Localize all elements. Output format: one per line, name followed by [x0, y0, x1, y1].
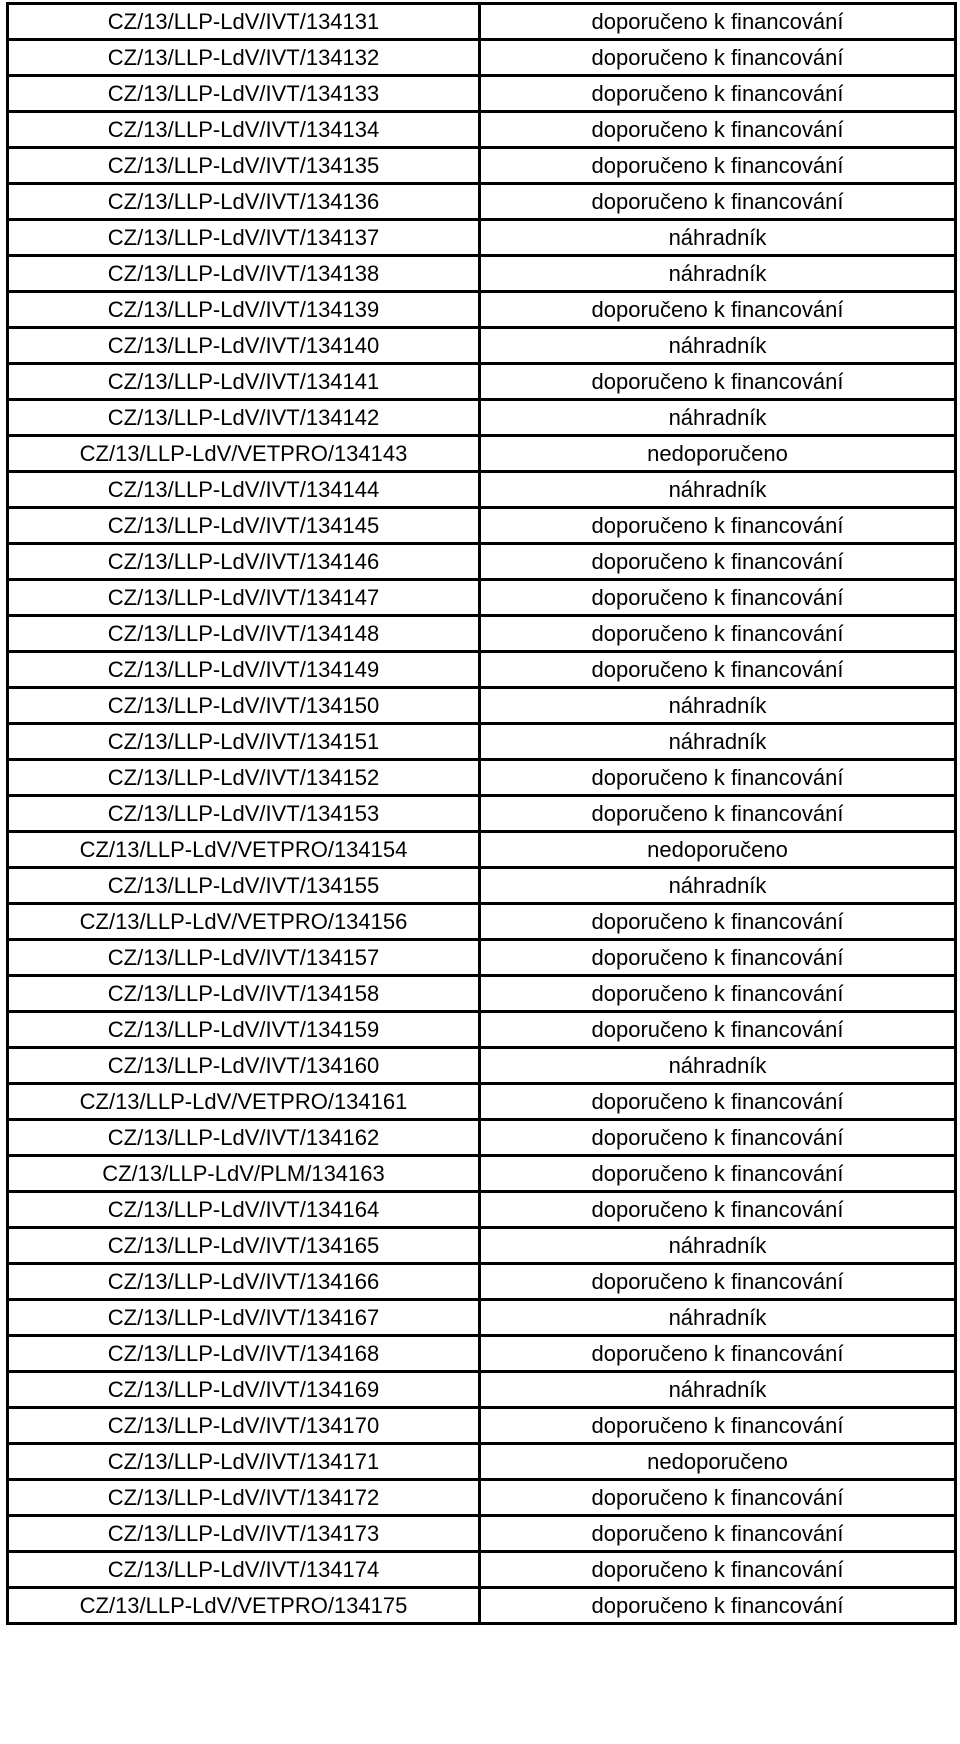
project-code-cell: CZ/13/LLP-LdV/IVT/134167 [8, 1300, 480, 1336]
project-code-cell: CZ/13/LLP-LdV/IVT/134144 [8, 472, 480, 508]
project-code-cell: CZ/13/LLP-LdV/IVT/134162 [8, 1120, 480, 1156]
project-code-cell: CZ/13/LLP-LdV/IVT/134170 [8, 1408, 480, 1444]
table-row [8, 1120, 956, 1156]
table-row [8, 148, 956, 184]
project-code-cell: CZ/13/LLP-LdV/IVT/134153 [8, 796, 480, 832]
project-code-cell: CZ/13/LLP-LdV/IVT/134157 [8, 940, 480, 976]
recommendation-status-cell: náhradník [480, 868, 956, 904]
table-row [8, 1228, 956, 1264]
recommendation-status-cell: doporučeno k financování [480, 544, 956, 580]
project-code-cell: CZ/13/LLP-LdV/VETPRO/134143 [8, 436, 480, 472]
project-code-cell: CZ/13/LLP-LdV/IVT/134159 [8, 1012, 480, 1048]
project-code-cell: CZ/13/LLP-LdV/IVT/134166 [8, 1264, 480, 1300]
table-row [8, 616, 956, 652]
recommendation-status-cell: náhradník [480, 400, 956, 436]
recommendation-status-cell: náhradník [480, 1228, 956, 1264]
recommendation-status-cell: doporučeno k financování [480, 1012, 956, 1048]
project-code-cell: CZ/13/LLP-LdV/IVT/134174 [8, 1552, 480, 1588]
project-code-cell: CZ/13/LLP-LdV/IVT/134150 [8, 688, 480, 724]
recommendation-status-cell: nedoporučeno [480, 436, 956, 472]
project-code-cell: CZ/13/LLP-LdV/IVT/134168 [8, 1336, 480, 1372]
table-row [8, 184, 956, 220]
project-code-cell: CZ/13/LLP-LdV/IVT/134136 [8, 184, 480, 220]
project-code-cell: CZ/13/LLP-LdV/IVT/134140 [8, 328, 480, 364]
project-code-cell: CZ/13/LLP-LdV/IVT/134141 [8, 364, 480, 400]
table-row [8, 1588, 956, 1624]
project-code-cell: CZ/13/LLP-LdV/IVT/134172 [8, 1480, 480, 1516]
recommendation-status-cell: doporučeno k financování [480, 1480, 956, 1516]
recommendation-status-cell: doporučeno k financování [480, 184, 956, 220]
table-row [8, 760, 956, 796]
recommendation-status-cell: doporučeno k financování [480, 1264, 956, 1300]
table-row [8, 76, 956, 112]
table-row [8, 940, 956, 976]
table-row [8, 1336, 956, 1372]
project-code-cell: CZ/13/LLP-LdV/IVT/134146 [8, 544, 480, 580]
project-code-cell: CZ/13/LLP-LdV/VETPRO/134154 [8, 832, 480, 868]
table-row [8, 220, 956, 256]
table-body [8, 4, 956, 1624]
recommendation-status-cell: náhradník [480, 724, 956, 760]
project-status-table [6, 2, 957, 1625]
project-code-cell: CZ/13/LLP-LdV/IVT/134165 [8, 1228, 480, 1264]
recommendation-status-cell: doporučeno k financování [480, 796, 956, 832]
recommendation-status-cell: nedoporučeno [480, 832, 956, 868]
project-code-cell: CZ/13/LLP-LdV/IVT/134171 [8, 1444, 480, 1480]
table-row [8, 400, 956, 436]
table-row [8, 256, 956, 292]
table-row [8, 1516, 956, 1552]
table-row [8, 904, 956, 940]
project-code-cell: CZ/13/LLP-LdV/IVT/134134 [8, 112, 480, 148]
table-row [8, 1444, 956, 1480]
table-row [8, 1408, 956, 1444]
recommendation-status-cell: doporučeno k financování [480, 1192, 956, 1228]
project-code-cell: CZ/13/LLP-LdV/VETPRO/134161 [8, 1084, 480, 1120]
project-code-cell: CZ/13/LLP-LdV/PLM/134163 [8, 1156, 480, 1192]
table-row [8, 688, 956, 724]
table-row [8, 652, 956, 688]
table-row [8, 1552, 956, 1588]
table-row [8, 832, 956, 868]
recommendation-status-cell: doporučeno k financování [480, 148, 956, 184]
table-row [8, 1264, 956, 1300]
recommendation-status-cell: náhradník [480, 688, 956, 724]
table-row [8, 796, 956, 832]
project-code-cell: CZ/13/LLP-LdV/IVT/134160 [8, 1048, 480, 1084]
recommendation-status-cell: doporučeno k financování [480, 292, 956, 328]
recommendation-status-cell: doporučeno k financování [480, 364, 956, 400]
table-row [8, 976, 956, 1012]
table-row [8, 868, 956, 904]
project-code-cell: CZ/13/LLP-LdV/IVT/134142 [8, 400, 480, 436]
project-code-cell: CZ/13/LLP-LdV/IVT/134173 [8, 1516, 480, 1552]
project-code-cell: CZ/13/LLP-LdV/IVT/134145 [8, 508, 480, 544]
table-row [8, 1156, 956, 1192]
recommendation-status-cell: náhradník [480, 472, 956, 508]
table-row [8, 1300, 956, 1336]
table-row [8, 364, 956, 400]
table-row [8, 1480, 956, 1516]
recommendation-status-cell: náhradník [480, 328, 956, 364]
table-row [8, 1372, 956, 1408]
recommendation-status-cell: doporučeno k financování [480, 904, 956, 940]
project-code-cell: CZ/13/LLP-LdV/VETPRO/134156 [8, 904, 480, 940]
recommendation-status-cell: doporučeno k financování [480, 40, 956, 76]
recommendation-status-cell: náhradník [480, 1300, 956, 1336]
project-code-cell: CZ/13/LLP-LdV/VETPRO/134175 [8, 1588, 480, 1624]
recommendation-status-cell: doporučeno k financování [480, 1336, 956, 1372]
table-row [8, 580, 956, 616]
table-row [8, 724, 956, 760]
project-code-cell: CZ/13/LLP-LdV/IVT/134151 [8, 724, 480, 760]
project-code-cell: CZ/13/LLP-LdV/IVT/134147 [8, 580, 480, 616]
recommendation-status-cell: doporučeno k financování [480, 1120, 956, 1156]
table-row [8, 4, 956, 40]
recommendation-status-cell: náhradník [480, 256, 956, 292]
recommendation-status-cell: doporučeno k financování [480, 580, 956, 616]
recommendation-status-cell: doporučeno k financování [480, 1408, 956, 1444]
recommendation-status-cell: doporučeno k financování [480, 112, 956, 148]
recommendation-status-cell: doporučeno k financování [480, 1084, 956, 1120]
recommendation-status-cell: nedoporučeno [480, 1444, 956, 1480]
project-code-cell: CZ/13/LLP-LdV/IVT/134135 [8, 148, 480, 184]
project-code-cell: CZ/13/LLP-LdV/IVT/134133 [8, 76, 480, 112]
table-row [8, 472, 956, 508]
project-code-cell: CZ/13/LLP-LdV/IVT/134139 [8, 292, 480, 328]
project-code-cell: CZ/13/LLP-LdV/IVT/134131 [8, 4, 480, 40]
table-row [8, 544, 956, 580]
table-row [8, 1012, 956, 1048]
recommendation-status-cell: doporučeno k financování [480, 4, 956, 40]
recommendation-status-cell: doporučeno k financování [480, 1156, 956, 1192]
project-code-cell: CZ/13/LLP-LdV/IVT/134137 [8, 220, 480, 256]
project-code-cell: CZ/13/LLP-LdV/IVT/134132 [8, 40, 480, 76]
recommendation-status-cell: doporučeno k financování [480, 760, 956, 796]
table-row [8, 508, 956, 544]
table-row [8, 436, 956, 472]
recommendation-status-cell: doporučeno k financování [480, 976, 956, 1012]
project-code-cell: CZ/13/LLP-LdV/IVT/134138 [8, 256, 480, 292]
recommendation-status-cell: doporučeno k financování [480, 1516, 956, 1552]
recommendation-status-cell: doporučeno k financování [480, 652, 956, 688]
recommendation-status-cell: doporučeno k financování [480, 940, 956, 976]
project-code-cell: CZ/13/LLP-LdV/IVT/134148 [8, 616, 480, 652]
project-code-cell: CZ/13/LLP-LdV/IVT/134158 [8, 976, 480, 1012]
table-row [8, 1048, 956, 1084]
recommendation-status-cell: náhradník [480, 1048, 956, 1084]
table-row [8, 292, 956, 328]
recommendation-status-cell: náhradník [480, 220, 956, 256]
results-sheet [6, 2, 954, 1625]
table-row [8, 112, 956, 148]
table-row [8, 328, 956, 364]
project-code-cell: CZ/13/LLP-LdV/IVT/134164 [8, 1192, 480, 1228]
table-row [8, 1192, 956, 1228]
project-code-cell: CZ/13/LLP-LdV/IVT/134169 [8, 1372, 480, 1408]
table-row [8, 40, 956, 76]
table-row [8, 1084, 956, 1120]
recommendation-status-cell: doporučeno k financování [480, 508, 956, 544]
recommendation-status-cell: doporučeno k financování [480, 76, 956, 112]
recommendation-status-cell: doporučeno k financování [480, 616, 956, 652]
recommendation-status-cell: náhradník [480, 1372, 956, 1408]
project-code-cell: CZ/13/LLP-LdV/IVT/134149 [8, 652, 480, 688]
recommendation-status-cell: doporučeno k financování [480, 1588, 956, 1624]
recommendation-status-cell: doporučeno k financování [480, 1552, 956, 1588]
project-code-cell: CZ/13/LLP-LdV/IVT/134155 [8, 868, 480, 904]
project-code-cell: CZ/13/LLP-LdV/IVT/134152 [8, 760, 480, 796]
